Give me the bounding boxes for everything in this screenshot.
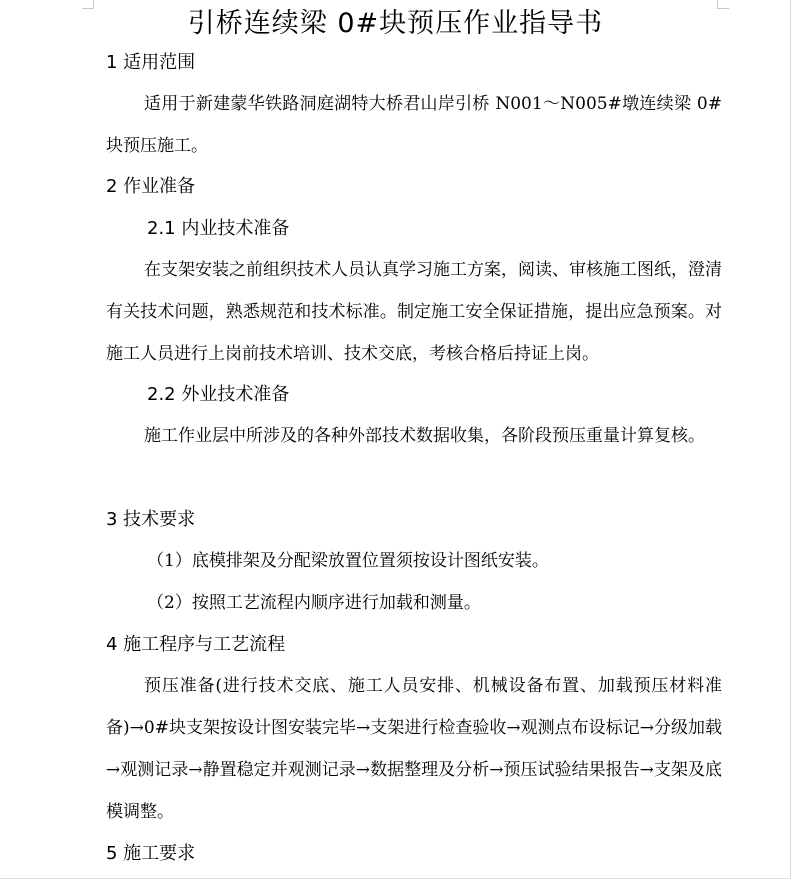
subsection-heading-internal-tech: 2.1 内业技术准备 [147, 218, 290, 239]
section-paragraph-scope: 适用于新建蒙华铁路洞庭湖特大桥君山岸引桥 N001～N005#墩连续梁 0#块预压施工。 [106, 94, 722, 156]
section-heading-tech-requirements: 3 技术要求 [106, 509, 196, 530]
document-title: 引桥连续梁 0#块预压作业指导书 [187, 8, 604, 39]
subsection-paragraph-field-tech: 施工作业层中所涉及的各种外部技术数据收集，各阶段预压重量计算复核。 [144, 426, 705, 446]
subsection-heading-field-tech: 2.2 外业技术准备 [147, 384, 290, 405]
list-item: （1）底模排架及分配梁放置位置须按设计图纸安装。 [147, 551, 549, 571]
section-heading-construction-requirements: 5 施工要求 [106, 843, 196, 864]
section-heading-scope: 1 适用范围 [106, 52, 196, 73]
list-item: （2）按照工艺流程内顺序进行加载和测量。 [147, 593, 481, 613]
section-heading-preparation: 2 作业准备 [106, 176, 196, 197]
section-heading-procedure: 4 施工程序与工艺流程 [106, 634, 286, 655]
section-paragraph-procedure: 预压准备(进行技术交底、施工人员安排、机械设备布置、加载预压材料准备)→0#块支架按设计图安装完毕→支架进行检查验收→观测点布设标记→分级加载→观测记录→静置稳定并观测记录→数据整理及分析→预压试验结果报告→支架及底模调整。 [106, 676, 722, 822]
subsection-paragraph-internal-tech: 在支架安装之前组织技术人员认真学习施工方案，阅读、审核施工图纸，澄清有关技术问题，熟悉规范和技术标准。制定施工安全保证措施，提出应急预案。对施工人员进行上岗前技术培训、技术交底，考核合格后持证上岗。 [106, 260, 722, 364]
